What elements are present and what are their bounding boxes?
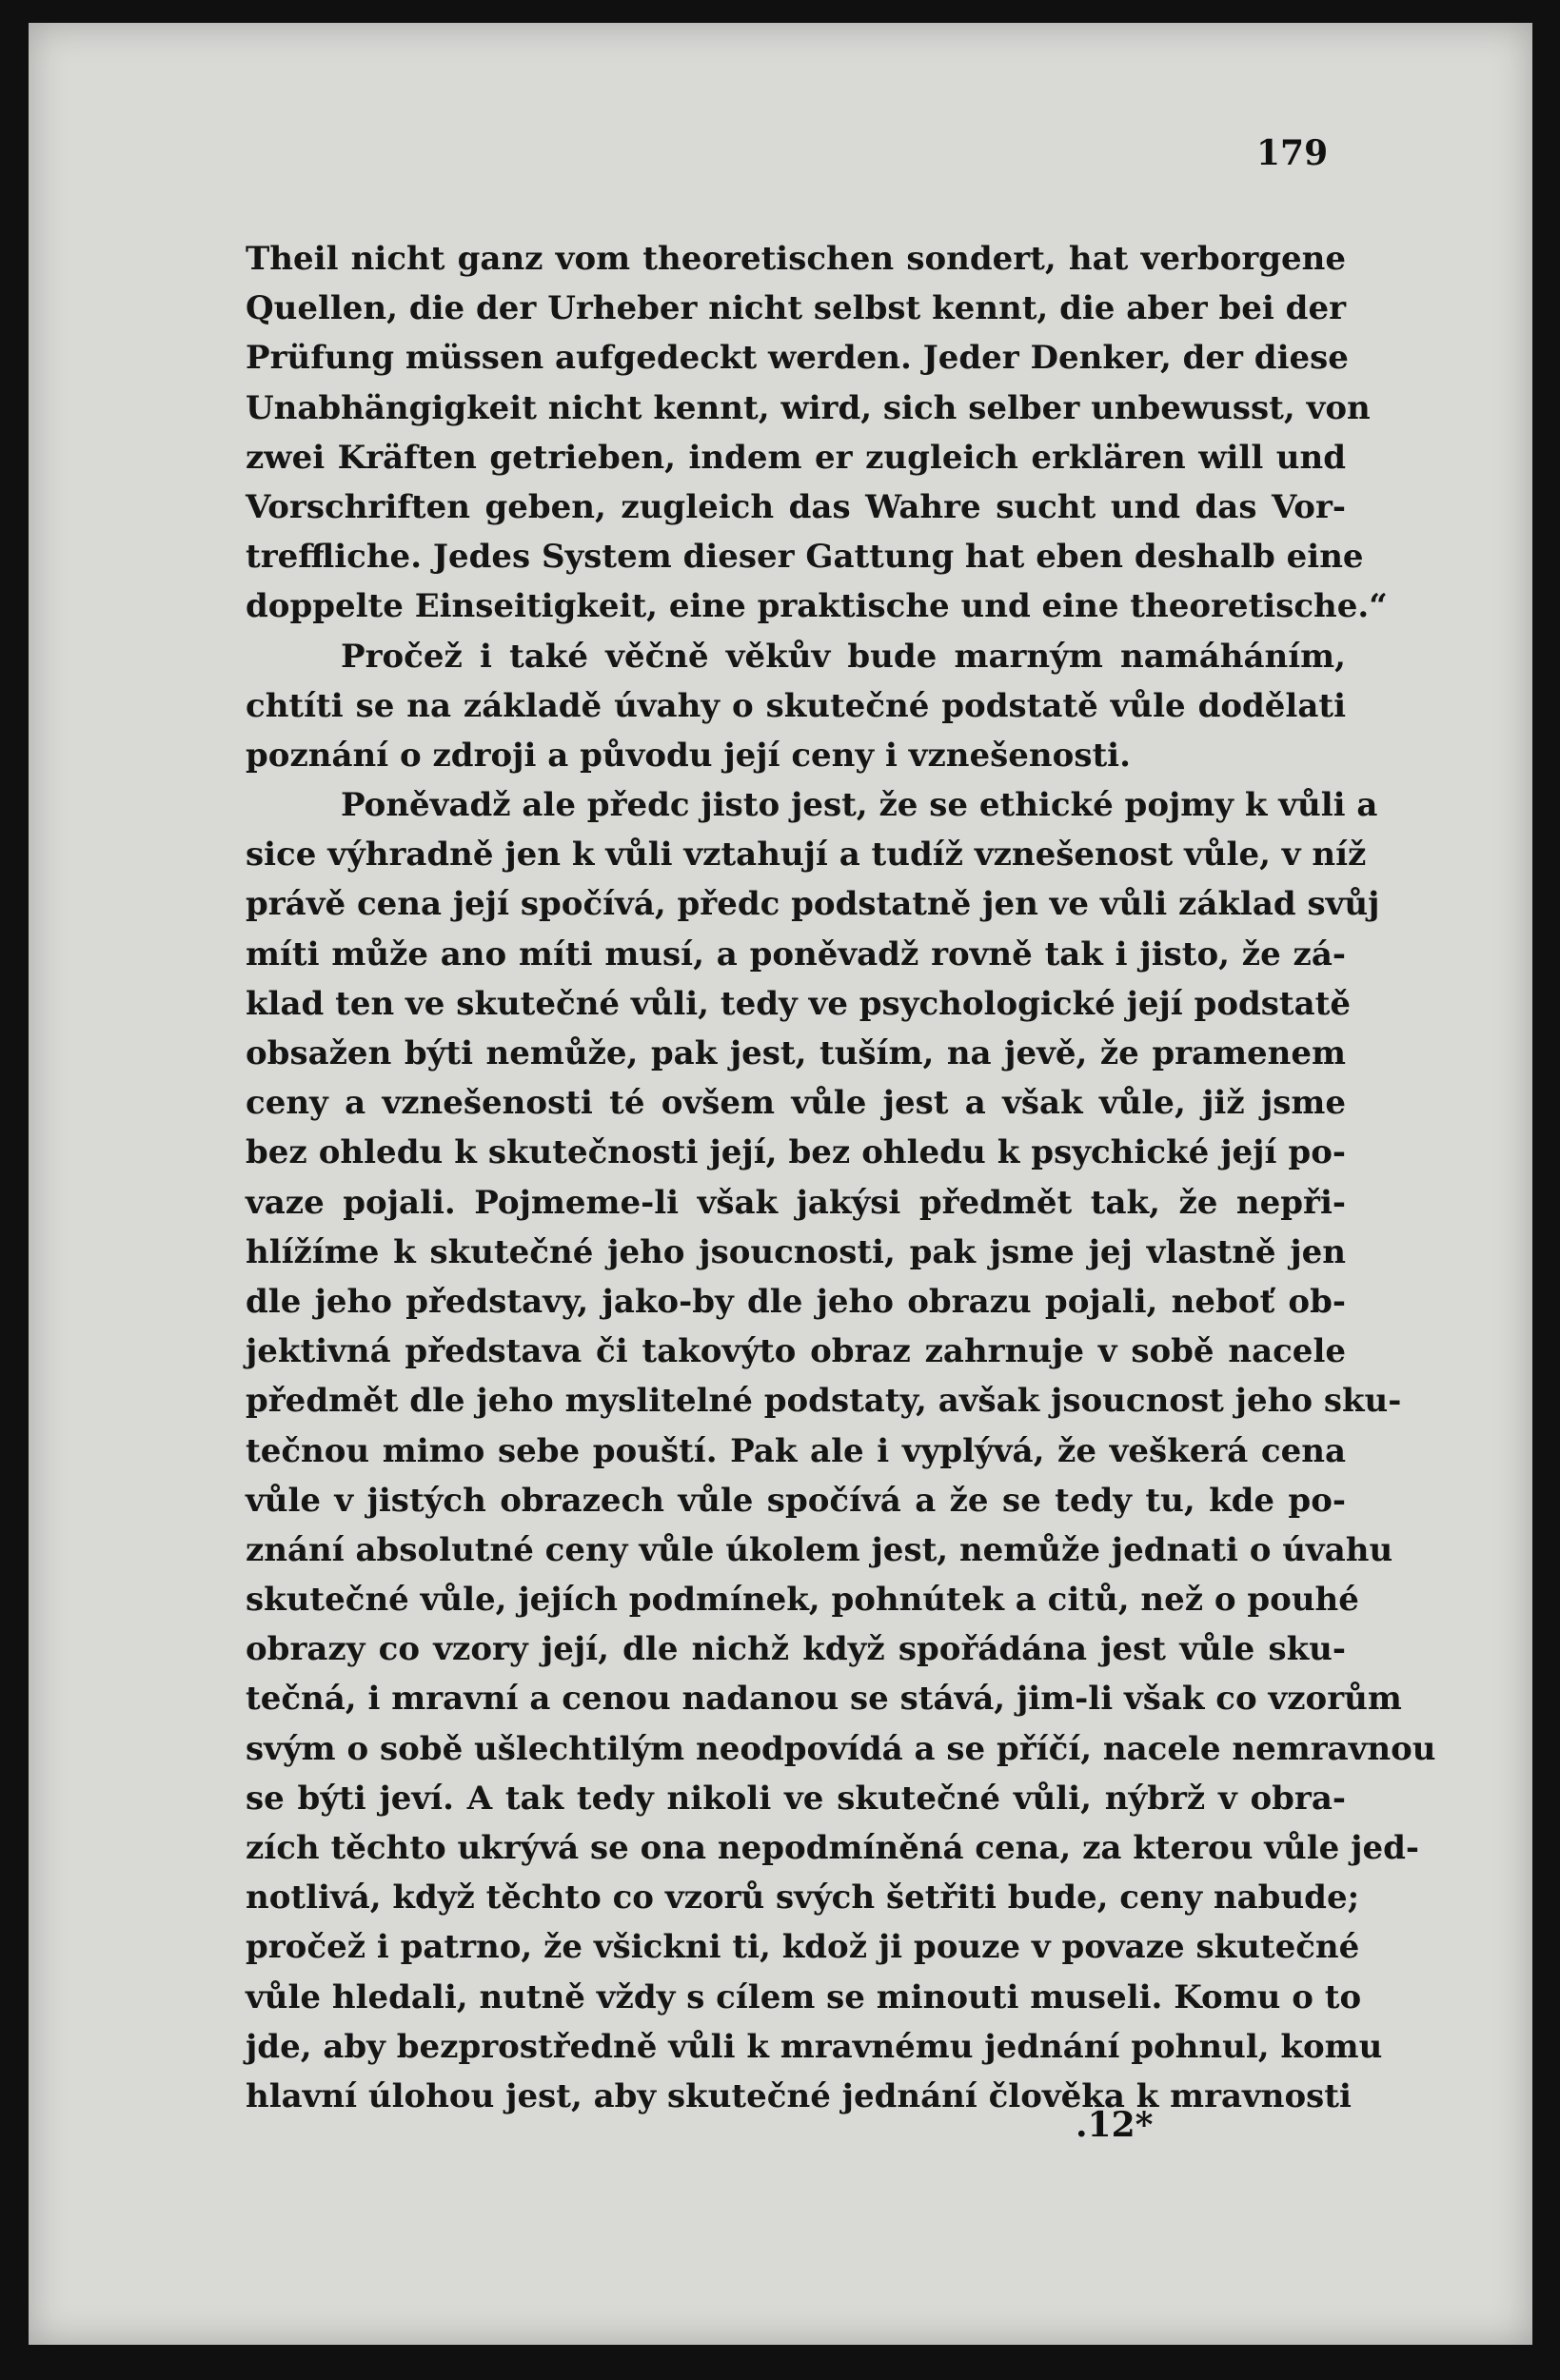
- text-line: ceny a vznešenosti té ovšem vůle jest a však vůle, již jsme: [246, 1084, 1346, 1123]
- text-line: jde, aby bezprostředně vůli k mravnému jednání pohnul, komu: [246, 2027, 1383, 2066]
- text-line: Poněvadž ale předc jisto jest, že se ethické pojmy k vůli a: [341, 786, 1378, 825]
- text-line: svým o sobě ušlechtilým neodpovídá a se příčí, nacele nemravnou: [246, 1729, 1436, 1768]
- text-line: vaze pojali. Pojmeme-li však jakýsi předmět tak, že nepři-: [246, 1183, 1346, 1222]
- signature-mark: .12*: [1076, 2105, 1154, 2145]
- text-line: znání absolutné ceny vůle úkolem jest, nemůže jednati o úvahu: [246, 1530, 1393, 1569]
- text-line: sice výhradně jen k vůli vztahují a tudíž vznešenost vůle, v níž: [246, 836, 1367, 875]
- text-line: míti může ano míti musí, a poněvadž rovně tak i jisto, že zá-: [246, 934, 1346, 974]
- text-line: chtíti se na základě úvahy o skutečné podstatě vůle dodělati: [246, 686, 1346, 725]
- text-line: právě cena její spočívá, předc podstatně jen ve vůli základ svůj: [246, 885, 1380, 924]
- text-line: obsažen býti nemůže, pak jest, tuším, na jevě, že pramenem: [246, 1034, 1346, 1072]
- text-line: treffliche. Jedes System dieser Gattung hat eben deshalb eine: [246, 538, 1364, 577]
- text-line: obrazy co vzory její, dle nichž když spořádána jest vůle sku-: [246, 1630, 1346, 1669]
- text-line: bez ohledu k skutečnosti její, bez ohledu k psychické její po-: [246, 1133, 1346, 1172]
- text-line: Quellen, die der Urheber nicht selbst kennt, die aber bei der: [246, 289, 1346, 328]
- text-line: dle jeho představy, jako-by dle jeho obrazu pojali, neboť ob-: [246, 1282, 1346, 1321]
- text-line: hlížíme k skutečné jeho jsoucnosti, pak jsme jej vlastně jen: [246, 1232, 1346, 1271]
- text-line: Theil nicht ganz vom theoretischen sondert, hat verborgene: [246, 240, 1346, 278]
- body-text: [246, 234, 1436, 2121]
- text-line: poznání o zdroji a původu její ceny i vznešenosti.: [246, 736, 1131, 775]
- text-line: skutečné vůle, jejích podmínek, pohnútek a citů, než o pouhé: [246, 1581, 1359, 1620]
- text-line: tečnou mimo sebe pouští. Pak ale i vyplývá, že veškerá cena: [246, 1431, 1346, 1470]
- text-line: Unabhängigkeit nicht kennt, wird, sich selber unbewusst, von: [246, 388, 1371, 427]
- text-line: pročež i patrno, že všickni ti, kdož ji pouze v povaze skutečné: [246, 1928, 1360, 1967]
- text-line: Pročež i také věčně věkův bude marným namáháním,: [341, 637, 1346, 676]
- text-line: notlivá, když těchto co vzorů svých šetřiti bude, ceny nabude;: [246, 1878, 1360, 1918]
- text-line: zwei Kräften getrieben, indem er zugleich erklären will und: [246, 438, 1346, 477]
- text-line: vůle hledali, nutně vždy s cílem se minouti museli. Komu o to: [246, 1977, 1362, 2016]
- text-line: předmět dle jeho myslitelné podstaty, avšak jsoucnost jeho sku-: [246, 1382, 1402, 1421]
- text-line: vůle v jistých obrazech vůle spočívá a že se tedy tu, kde po-: [246, 1481, 1346, 1520]
- text-line: klad ten ve skutečné vůli, tedy ve psychologické její podstatě: [246, 984, 1351, 1023]
- page-number: 179: [1256, 133, 1329, 173]
- text-line: doppelte Einseitigkeit, eine praktische und eine theoretische.“: [246, 587, 1388, 626]
- text-line: Vorschriften geben, zugleich das Wahre sucht und das Vor-: [246, 487, 1346, 526]
- text-line: jektivná představa či takovýto obraz zahrnuje v sobě nacele: [246, 1332, 1346, 1371]
- text-line: Prüfung müssen aufgedeckt werden. Jeder Denker, der diese: [246, 339, 1349, 378]
- book-page: [29, 23, 1532, 2345]
- text-line: hlavní úlohou jest, aby skutečné jednání člověka k mravnosti: [246, 2076, 1352, 2115]
- text-line: tečná, i mravní a cenou nadanou se stává, jim-li však co vzorům: [246, 1680, 1402, 1719]
- text-line: se býti jeví. A tak tedy nikoli ve skutečné vůli, nýbrž v obra-: [246, 1779, 1346, 1818]
- text-line: zích těchto ukrývá se ona nepodmíněná cena, za kterou vůle jed-: [246, 1829, 1419, 1867]
